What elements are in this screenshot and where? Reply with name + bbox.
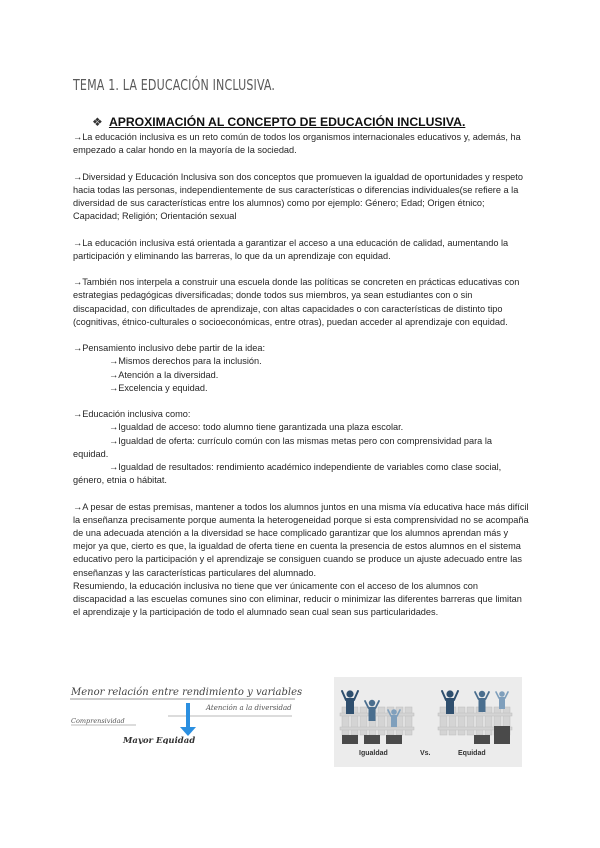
list-item: →Mismos derechos para la inclusión. [109,356,262,367]
diagram-left-label: Comprensividad [71,717,125,725]
paragraph: →Educación inclusiva como: [73,409,191,420]
section-heading [92,115,465,129]
equality-crates [342,735,402,744]
paragraph: →Diversidad y Educación Inclusiva son dos conceptos que promueven la igualdad de oportunidades y respeto hacia todas las personas, independientemente de sus características o diferencias individuales(se refiere a la diversidad de sus características entre los alumnos) como por ejemplo: Género; Edad; Origen étnico; Capacidad; Religión; Orientación sexual [73,171,523,222]
section-heading-text: APROXIMACIÓN AL CONCEPTO DE EDUCACIÓN INCLUSIVA. [108,115,466,129]
diagram-top-label: Menor relación entre rendimiento y variables [71,687,303,698]
illustration-label-right: Equidad [458,750,486,757]
page-title: TEMA 1. LA EDUCACIÓN INCLUSIVA. [73,76,276,94]
list-item: →Excelencia y equidad. [109,382,208,393]
diagram-arrow-head [180,727,196,736]
list-item: →Atención a la diversidad. [109,369,219,380]
paragraph: →A pesar de estas premisas, mantener a todos los alumnos juntos en una misma vía educativa hace más difícil la enseñanza precisamente porque aumenta la heterogeneidad porque si esta comprensividad no se acompaña de una adecuada atención a la diversidad se hace complicado garantizar que los alumnos aprendan más y mejor ya que, cierto es que, la igualdad de oferta tiene en cuenta la presencia de estos alumnos en el sistema educativo pero la participación y el aprendizaje se consiguen cuando se produce un ajuste adecuado entre las enseñanzas y las características particulares del alumnado. [73,501,529,578]
paragraph: →También nos interpela a construir una escuela donde las políticas se concreten en prácticas educativas con estrategias pedagógicas diversificadas; donde todos sus miembros, ya sean estudiantes con o sin discapacidad, con dificultades de aprendizaje, con altas capacidades o con características de distinto tipo (cognitivas, étnico-culturales o socioeconómicas, entre otras), puedan acceder al aprendizaje con equidad. [73,277,520,327]
illustration-label-left: Igualdad [359,750,388,757]
equity-diagram [70,684,310,744]
paragraph: →La educación inclusiva es un reto común de todos los organismos internacionales educativos y, además, ha empezado a calar hondo en la mayoría de la sociedad. [73,132,521,156]
paragraph: Resumiendo, la educación inclusiva no tiene que ver únicamente con el acceso de los alumnos con discapacidad a las escuelas comunes sino con eliminar, reducir o minimizar las diferentes barreras que limitan el aprendizaje y la participación de todo el alumnado sean cual sean sus particularidades. [73,580,522,618]
list-item: →Igualdad de resultados: rendimiento académico independiente de variables como clase social, género, etnia o hábitat. [73,462,502,486]
equality-equity-illustration [334,677,522,767]
list-item: →Igualdad de acceso: todo alumno tiene garantizada una plaza escolar. [109,422,404,433]
diamond-bullet-icon: ❖ [92,115,103,129]
list-item: →Igualdad de oferta: currículo común con las mismas metas pero con comprensividad para la equidad. [73,435,492,459]
paragraph: →La educación inclusiva está orientada a garantizar el acceso a una educación de calidad, aumentando la participación y eliminando las barreras, lo que da un aprendizaje con equidad. [73,237,509,261]
diagram-bottom-label: Mayor Equidad [123,736,196,744]
body-text [73,131,529,619]
paragraph: →Pensamiento inclusivo debe partir de la idea: [73,343,266,354]
diagram-right-label: Atención a la diversidad [206,704,292,712]
illustration-label-vs: Vs. [420,750,431,757]
